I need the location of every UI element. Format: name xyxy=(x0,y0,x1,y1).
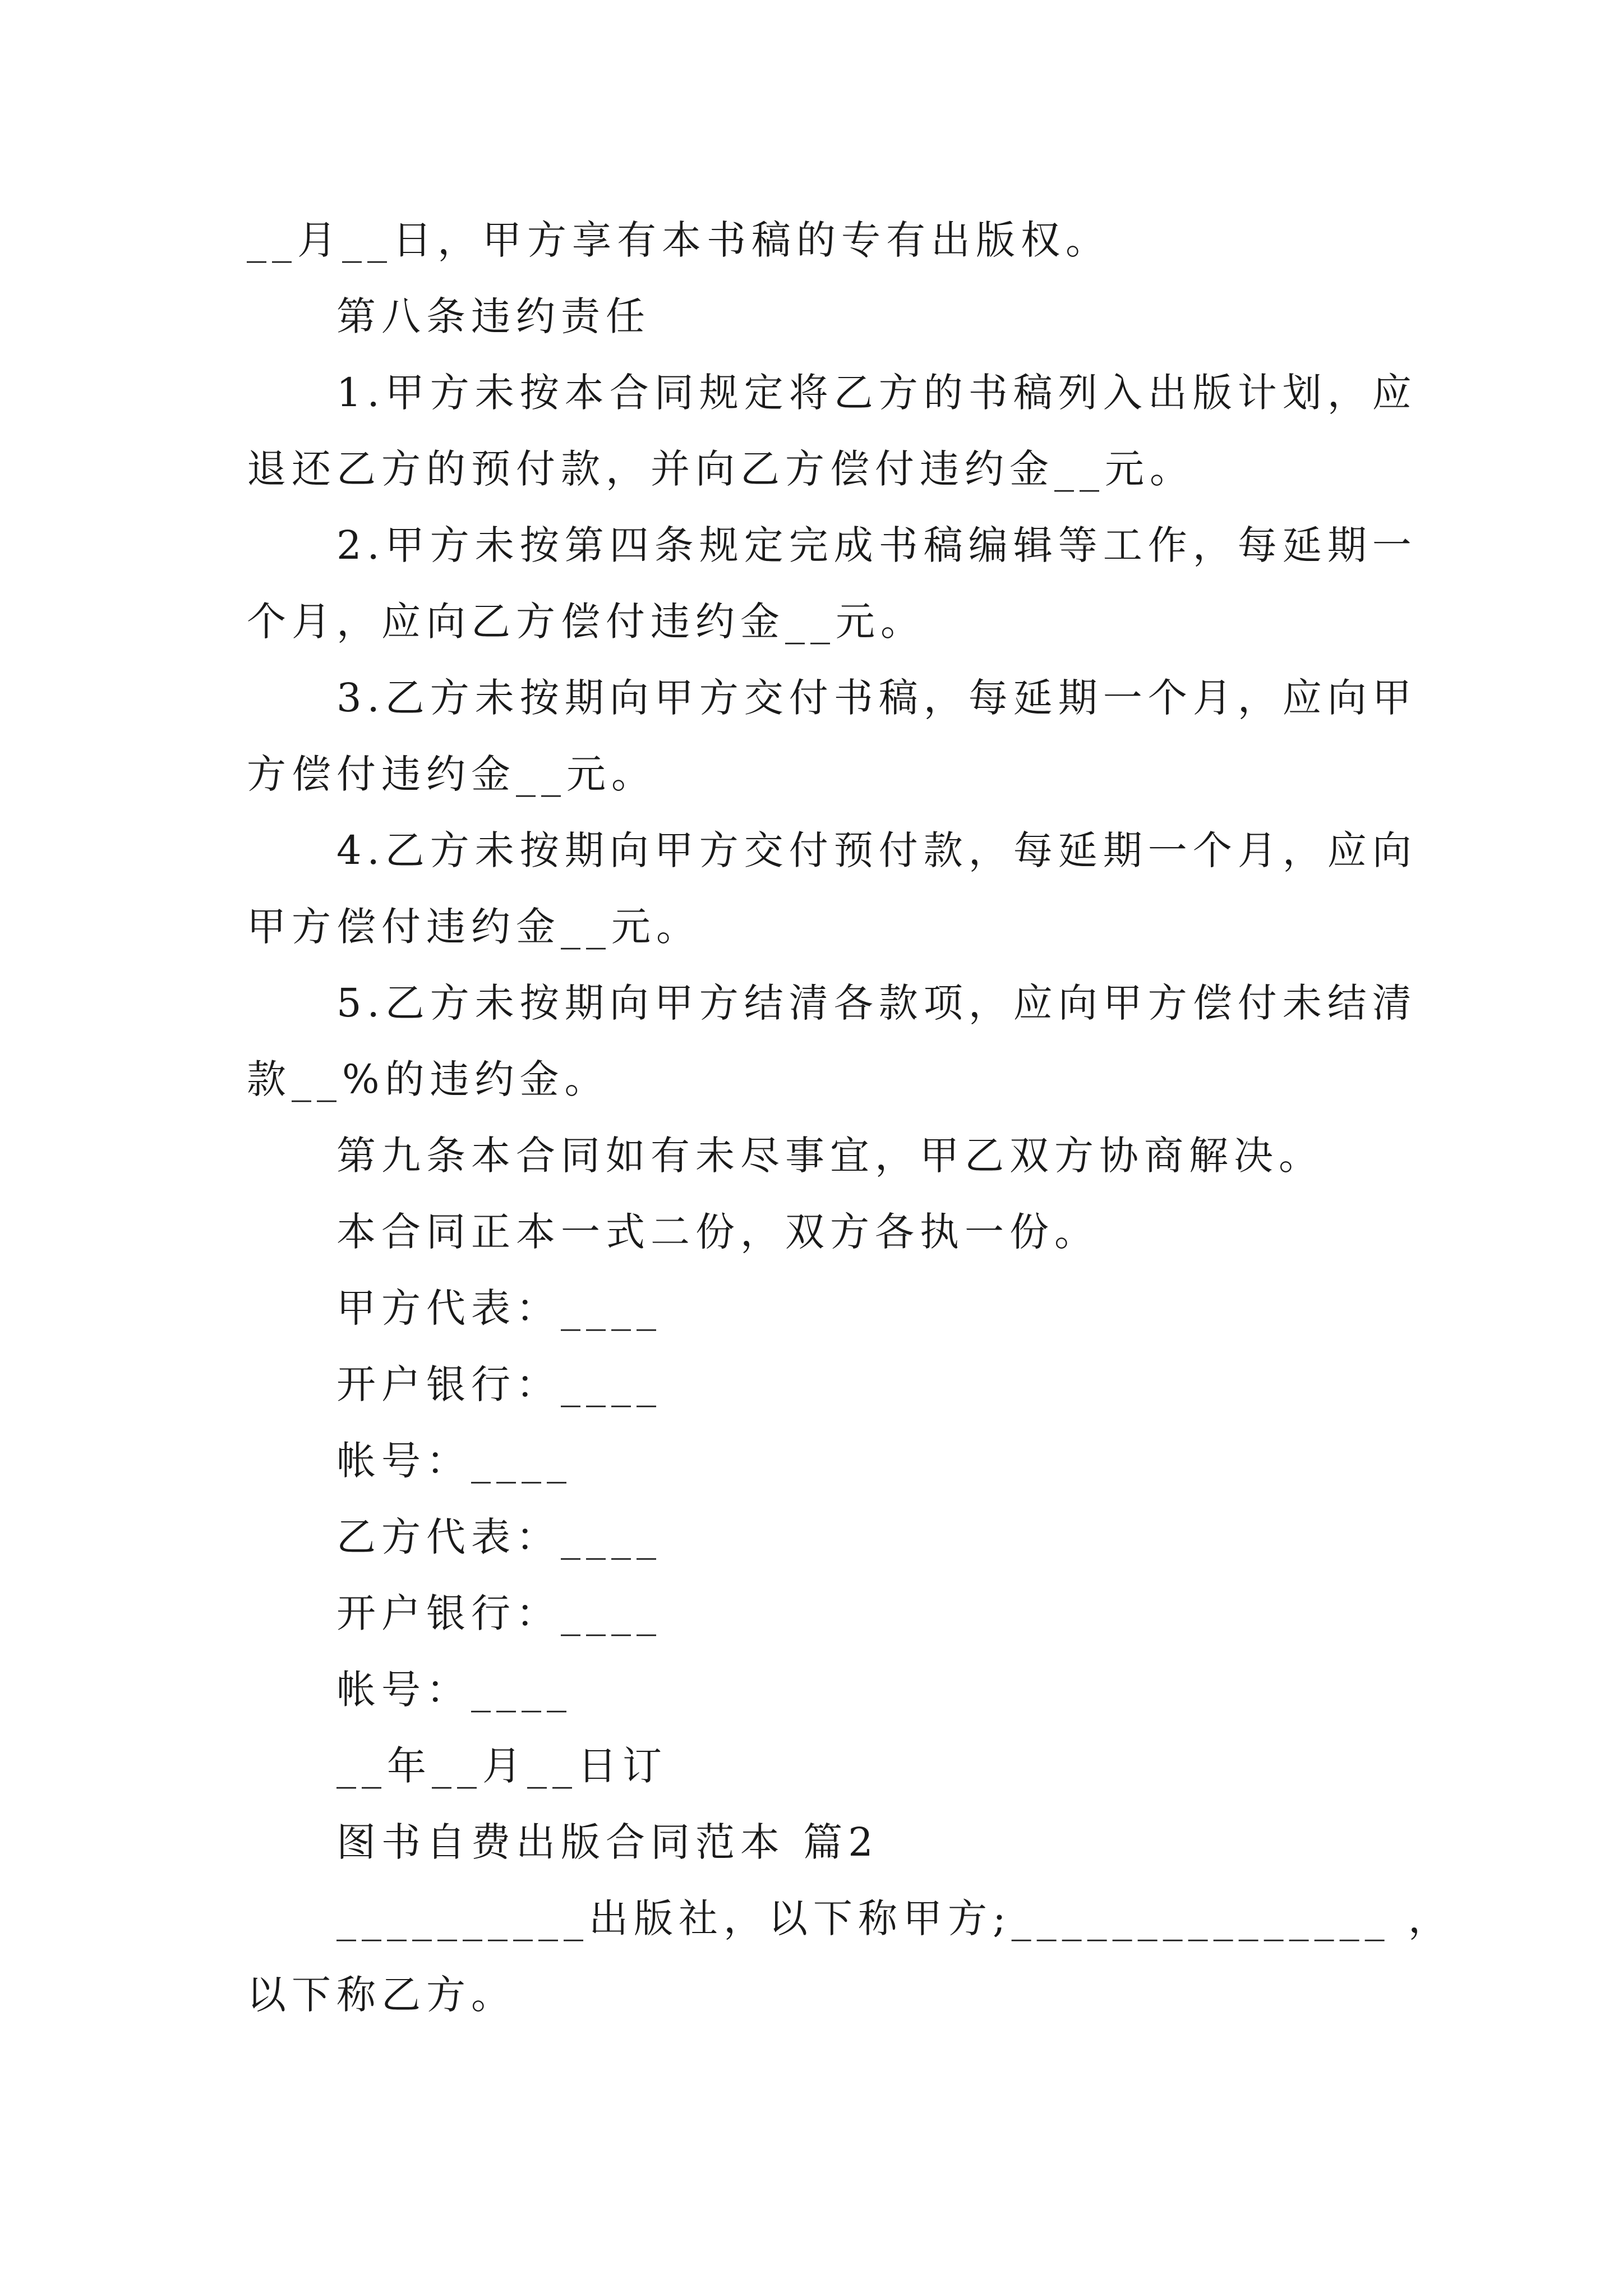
contract-body xyxy=(247,202,1453,2033)
parties-line-1: __________出版社，以下称甲方;_______________ ， xyxy=(336,1895,1453,1941)
clause-8-5-line-1: 5.乙方未按期向甲方结清各款项，应向甲方偿付未结清 xyxy=(336,980,1417,1026)
party-a-representative: 甲方代表：____ xyxy=(336,1285,662,1331)
clause-8-3-line-2: 方偿付违约金__元。 xyxy=(247,751,656,797)
article-8-heading: 第八条违约责任 xyxy=(336,293,651,339)
clause-8-4-line-1: 4.乙方未按期向甲方交付预付款，每延期一个月，应向 xyxy=(336,827,1417,873)
clause-8-1-line-2: 退还乙方的预付款，并向乙方偿付违约金__元。 xyxy=(247,446,1195,492)
clause-8-1-line-1: 1.甲方未按本合同规定将乙方的书稿列入出版计划，应 xyxy=(336,370,1417,416)
party-b-bank: 开户银行：____ xyxy=(336,1590,662,1636)
party-a-account: 帐号：____ xyxy=(336,1438,572,1484)
clause-8-5-line-2: 款__%的违约金。 xyxy=(247,1056,610,1102)
clause-8-3-line-1: 3.乙方未按期向甲方交付书稿，每延期一个月，应向甲 xyxy=(336,675,1417,721)
clause-8-2-line-1: 2.甲方未按第四条规定完成书稿编辑等工作，每延期一 xyxy=(336,522,1417,568)
party-a-bank: 开户银行：____ xyxy=(336,1361,662,1407)
clause-8-2-line-2: 个月，应向乙方偿付违约金__元。 xyxy=(247,599,925,645)
article-9: 第九条本合同如有未尽事宜，甲乙双方协商解决。 xyxy=(336,1133,1324,1179)
copies-statement: 本合同正本一式二份，双方各执一份。 xyxy=(336,1209,1099,1255)
party-b-account: 帐号：____ xyxy=(336,1667,572,1713)
clause-8-4-line-2: 甲方偿付违约金__元。 xyxy=(247,904,701,950)
text-line-1: __月__日，甲方享有本书稿的专有出版权。 xyxy=(247,217,1110,263)
party-b-representative: 乙方代表：____ xyxy=(336,1514,662,1560)
signing-date: __年__月__日订 xyxy=(336,1743,667,1789)
parties-line-2: 以下称乙方。 xyxy=(247,1972,516,2018)
section-title-part-2: 图书自费出版合同范本 篇2 xyxy=(336,1819,879,1865)
